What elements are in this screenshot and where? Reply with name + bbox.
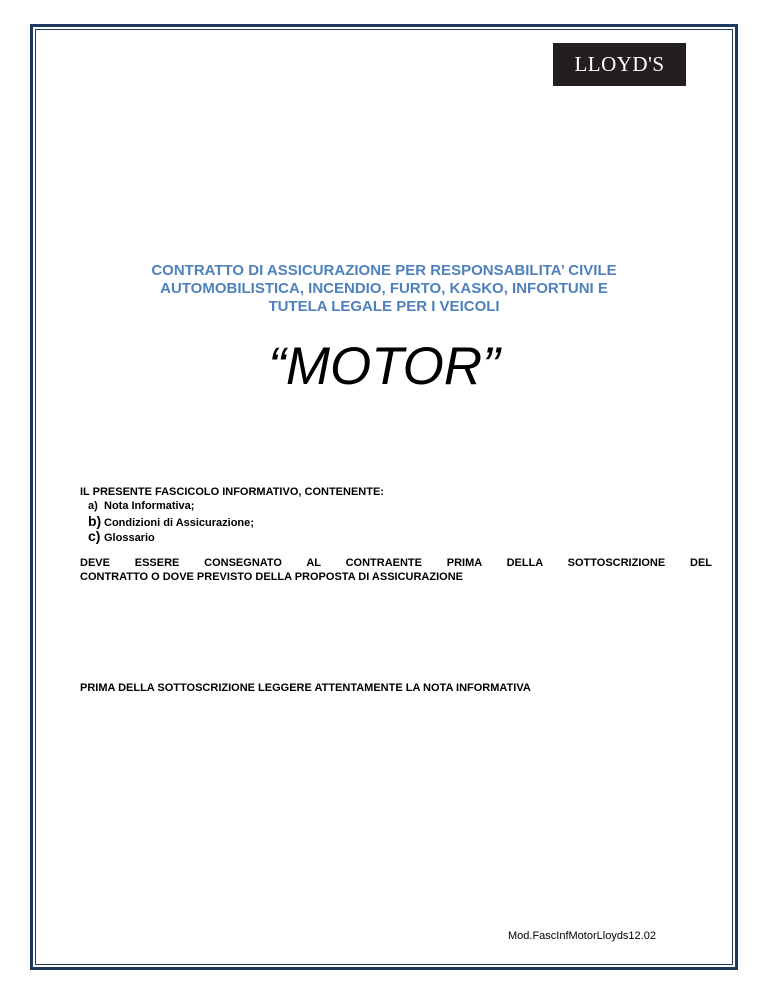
reading-notice: PRIMA DELLA SOTTOSCRIZIONE LEGGERE ATTENTAMENTE LA NOTA INFORMATIVA bbox=[80, 682, 531, 694]
list-label: Condizioni di Assicurazione; bbox=[104, 517, 254, 529]
logo-text: LLOYD'S bbox=[574, 52, 665, 76]
title-line-2: AUTOMOBILISTICA, INCENDIO, FURTO, KASKO, INFORTUNI E bbox=[160, 280, 608, 297]
title-line-1: CONTRATTO DI ASSICURAZIONE PER RESPONSABILITA’ CIVILE bbox=[151, 262, 617, 279]
contents-intro: IL PRESENTE FASCICOLO INFORMATIVO, CONTENENTE: bbox=[80, 486, 384, 498]
list-item bbox=[88, 499, 588, 514]
delivery-notice bbox=[80, 556, 712, 584]
list-label: Nota Informativa; bbox=[104, 500, 195, 512]
list-marker: b) bbox=[88, 513, 102, 529]
lloyds-logo bbox=[553, 43, 686, 86]
list-label: Glossario bbox=[104, 532, 155, 544]
contents-list bbox=[88, 499, 588, 544]
list-item bbox=[88, 514, 588, 529]
product-name: “MOTOR” bbox=[268, 337, 500, 396]
document-title bbox=[100, 262, 668, 316]
delivery-notice-line-1: DEVE ESSERE CONSEGNATO AL CONTRAENTE PRIMA DELLA SOTTOSCRIZIONE DEL bbox=[80, 557, 712, 569]
title-line-3: TUTELA LEGALE PER I VEICOLI bbox=[268, 298, 500, 315]
list-marker: c) bbox=[88, 528, 101, 544]
delivery-notice-line-2: CONTRATTO O DOVE PREVISTO DELLA PROPOSTA DI ASSICURAZIONE bbox=[80, 571, 463, 583]
list-item bbox=[88, 529, 588, 544]
list-marker: a) bbox=[88, 500, 98, 512]
document-code: Mod.FascInfMotorLloyds12.02 bbox=[508, 930, 656, 942]
